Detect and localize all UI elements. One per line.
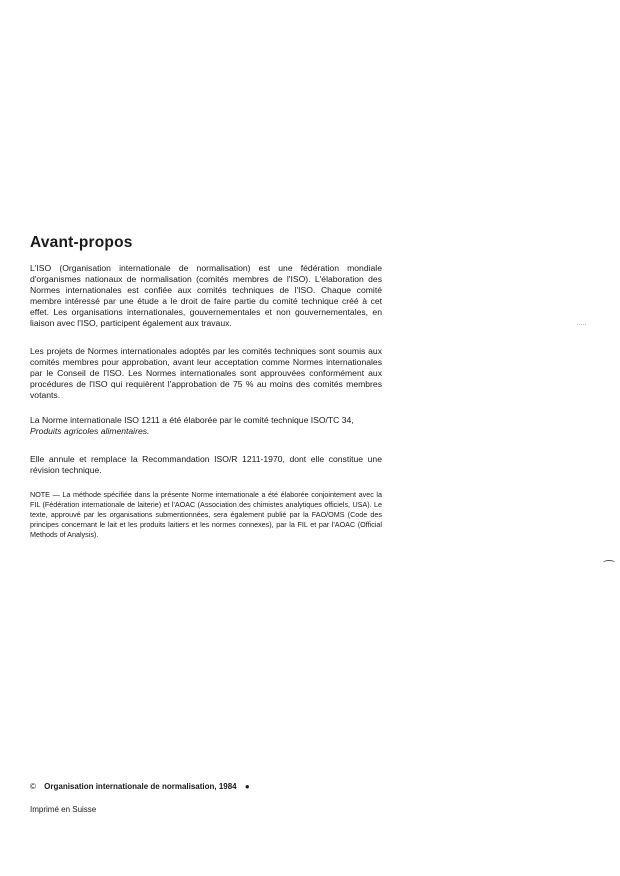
bullet-icon: ● (244, 782, 250, 791)
page-title: Avant-propos (30, 234, 133, 251)
scan-artifact-mark (577, 324, 586, 328)
printed-in: Imprimé en Suisse (30, 805, 97, 814)
copyright-symbol: © (30, 782, 36, 791)
paragraph-iso-intro: L'ISO (Organisation internationale de normalisation) est une fédération mondiale d'organismes nationaux de normalisation (comités membres de l'ISO). L'élaboration des Normes internationales est confiée aux comités techniques de l'ISO. Chaque comité membre intéressé par une étude a le droit de faire partie du comité technique créé à cet effet. Les organisations internationales, gouvernementales et non gouvernementales, en liaison avec l'ISO, participent également aux travaux. (30, 263, 382, 328)
paragraph-replacement: Elle annule et remplace la Recommandation ISO/R 1211-1970, dont elle constitue une révision technique. (30, 454, 382, 475)
note-block: NOTE — La méthode spécifiée dans la présente Norme internationale a été élaborée conjointement avec la FIL (Fédération internationale de laiterie) et l'AOAC (Association des chimistes analytiques officiels, USA). Le texte, approuvé par les organisations submentionnées, sera également publié par la FAO/OMS (Code des principes concernant le lait et les produits laitiers et les normes connexes), par la FIL et par l'AOAC (Official Methods of Analysis). (30, 490, 382, 540)
committee-name: Produits agricoles alimentaires. (30, 425, 150, 436)
scan-artifact-mark (603, 560, 615, 565)
paragraph-iso-1211-text: La Norme internationale ISO 1211 a été élaborée par le comité technique ISO/TC 34, (30, 415, 354, 425)
copyright-line (30, 782, 250, 791)
paragraph-approval: Les projets de Normes internationales adoptés par les comités techniques sont soumis aux comités membres pour approbation, avant leur acceptation comme Normes internationales par le Conseil de l'ISO. Les Normes internationales sont approuvées conformément aux procédures de l'ISO qui requièrent l'approbation de 75 % au moins des comités membres votants. (30, 346, 382, 400)
paragraph-iso-1211 (30, 415, 382, 437)
copyright-organisation: Organisation internationale de normalisation, 1984 (44, 782, 237, 791)
